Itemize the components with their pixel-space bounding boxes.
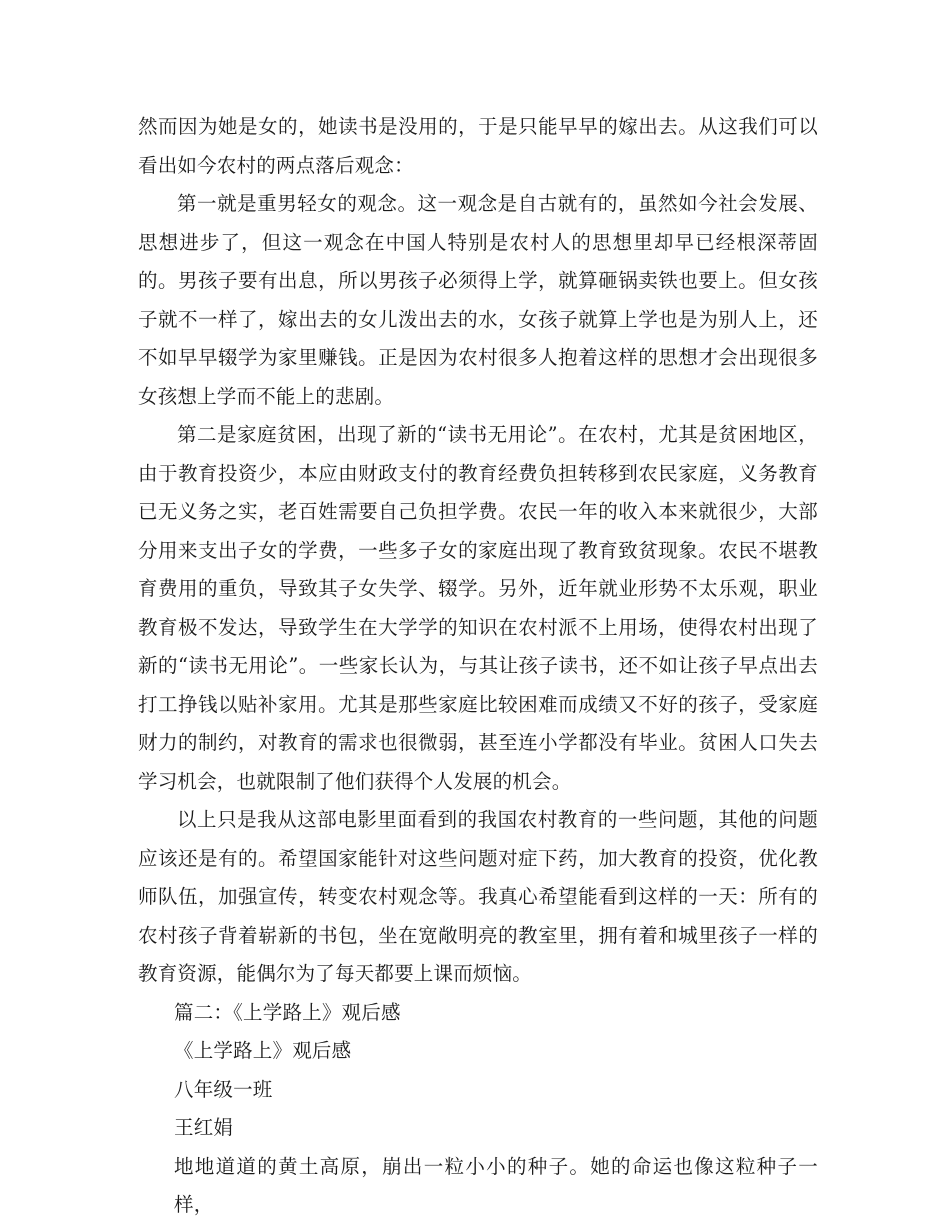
paragraph-second-point: 第二是家庭贫困，出现了新的“读书无用论”。在农村，尤其是贫困地区，由于教育投资少，本应由财政支付的教育经费负担转移到农民家庭，义务教育已无义务之实，老百姓需要自己负担学费。农民一年的收入本来就很少，大部分用来支出子女的学费，一些多子女的家庭出现了教育致贫现象。农民不堪教育费用的重负，导致其子女失学、辍学。另外，近年就业形势不太乐观，职业教育极不发达，导致学生在大学学的知识在农村派不上用场，使得农村出现了新的“读书无用论”。一些家长认为，与其让孩子读书，还不如让孩子早点出去打工挣钱以贴补家用。尤其是那些家庭比较困难而成绩又不好的孩子，受家庭财力的制约，对教育的需求也很微弱，甚至连小学都没有毕业。贫困人口失去学习机会，也就限制了他们获得个人发展的机会。 — [138, 423, 818, 793]
paragraph-conclusion: 以上只是我从这部电影里面看到的我国农村教育的一些问题，其他的问题应该还是有的。希望国家能针对这些问题对症下药，加大教育的投资，优化教师队伍，加强宣传，转变农村观念等。我真心希望能看到这样的一天：所有的农村孩子背着崭新的书包，坐在宽敞明亮的教室里，拥有着和城里孩子一样的教育资源，能偶尔为了每天都要上课而烦恼。 — [138, 808, 818, 985]
document-body — [138, 108, 818, 1225]
paragraph-first-point: 第一就是重男轻女的观念。这一观念是自古就有的，虽然如今社会发展、思想进步了，但这一观念在中国人特别是农村人的思想里却早已经根深蒂固的。男孩子要有出息，所以男孩子必须得上学，就算砸锅卖铁也要上。但女孩子就不一样了，嫁出去的女儿泼出去的水，女孩子就算上学也是为别人上，还不如早早辍学为家里赚钱。正是因为农村很多人抱着这样的思想才会出现很多女孩想上学而不能上的悲剧。 — [138, 192, 818, 408]
essay-title: 《上学路上》观后感 — [174, 1039, 352, 1062]
paragraph-intro: 然而因为她是女的，她读书是没用的，于是只能早早的嫁出去。从这我们可以看出如今农村的两点落后观念： — [138, 115, 818, 177]
section-heading: 篇二：《上学路上》观后感 — [174, 1000, 401, 1024]
class-name: 八年级一班 — [174, 1077, 273, 1101]
paragraph-essay-start: 地地道道的黄土高原，崩出一粒小小的种子。她的命运也像这粒种子一样， — [174, 1154, 818, 1216]
author-name: 王红娟 — [174, 1116, 234, 1139]
